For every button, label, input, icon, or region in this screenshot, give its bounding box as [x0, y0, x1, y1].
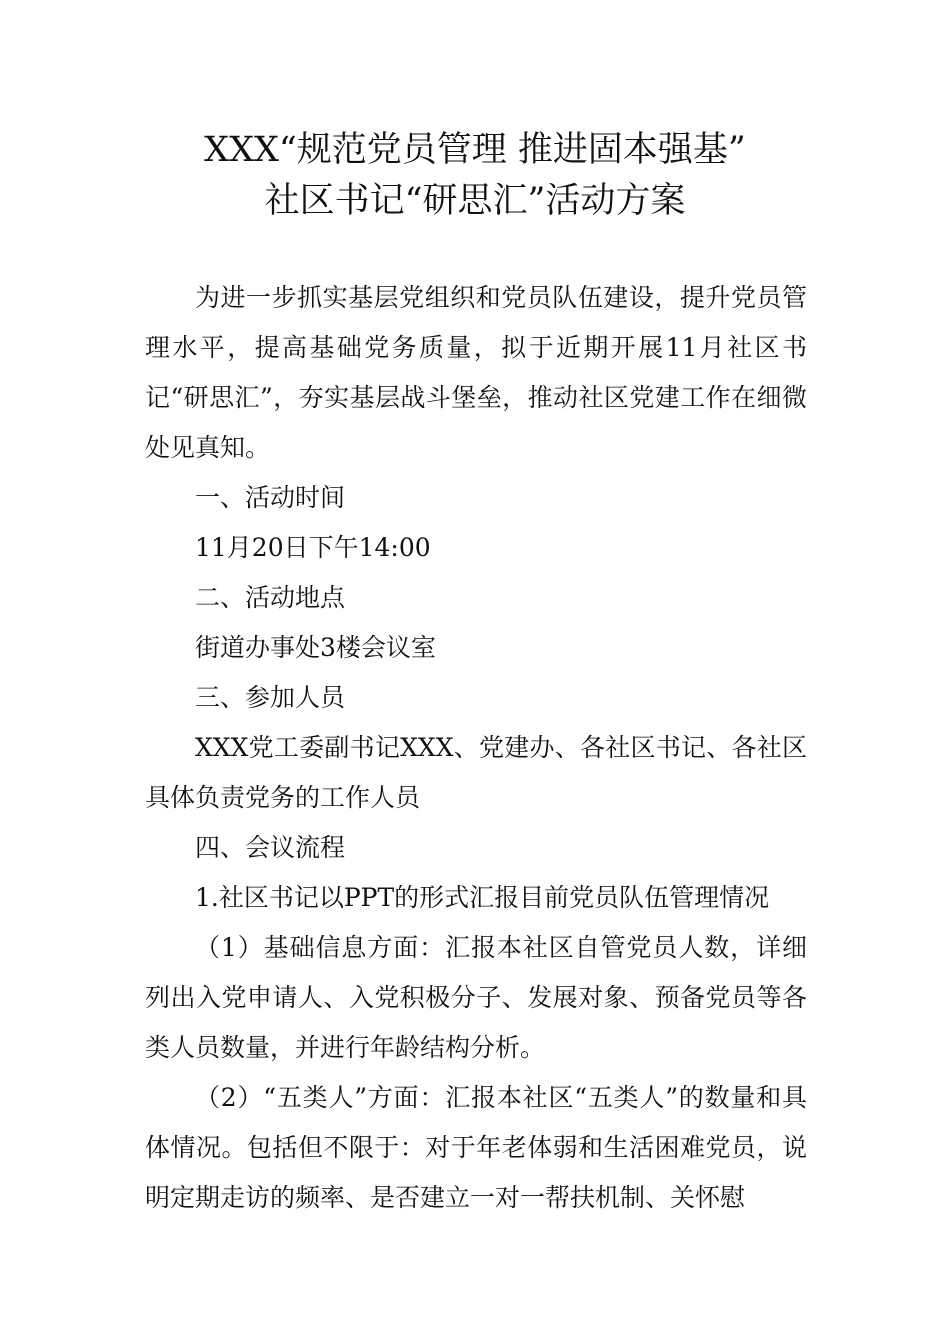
section-3-content: XXX党工委副书记XXX、党建办、各社区书记、各社区具体负责党务的工作人员 — [145, 733, 807, 812]
section-2-content: 街道办事处3楼会议室 — [195, 633, 436, 662]
intro-paragraph: 为进一步抓实基层党组织和党员队伍建设，提升党员管理水平，提高基础党务质量，拟于近期开展11月社区书记“研思汇”，夯实基层战斗堡垒，推动社区党建工作在细微处见真知。 — [145, 283, 807, 462]
document-title-line-1: XXX“规范党员管理 推进固本强基” — [204, 130, 746, 170]
process-item-1: 1.社区书记以PPT的形式汇报目前党员队伍管理情况 — [195, 883, 770, 912]
section-4-heading: 四、会议流程 — [195, 833, 346, 862]
section-1-heading: 一、活动时间 — [195, 483, 346, 512]
section-1-content: 11月20日下午14:00 — [195, 533, 431, 562]
process-item-1-sub-2: （2）“五类人”方面：汇报本社区“五类人”的数量和具体情况。包括但不限于：对于年老体弱和生活困难党员，说明定期走访的频率、是否建立一对一帮扶机制、关怀慰 — [145, 1083, 807, 1212]
document-title-line-2: 社区书记“研思汇”活动方案 — [264, 181, 686, 221]
process-item-1-sub-1: （1）基础信息方面：汇报本社区自管党员人数，详细列出入党申请人、入党积极分子、发展对象、预备党员等各类人员数量，并进行年龄结构分析。 — [145, 933, 807, 1062]
section-2-heading: 二、活动地点 — [195, 583, 346, 612]
section-3-heading: 三、参加人员 — [195, 683, 346, 712]
